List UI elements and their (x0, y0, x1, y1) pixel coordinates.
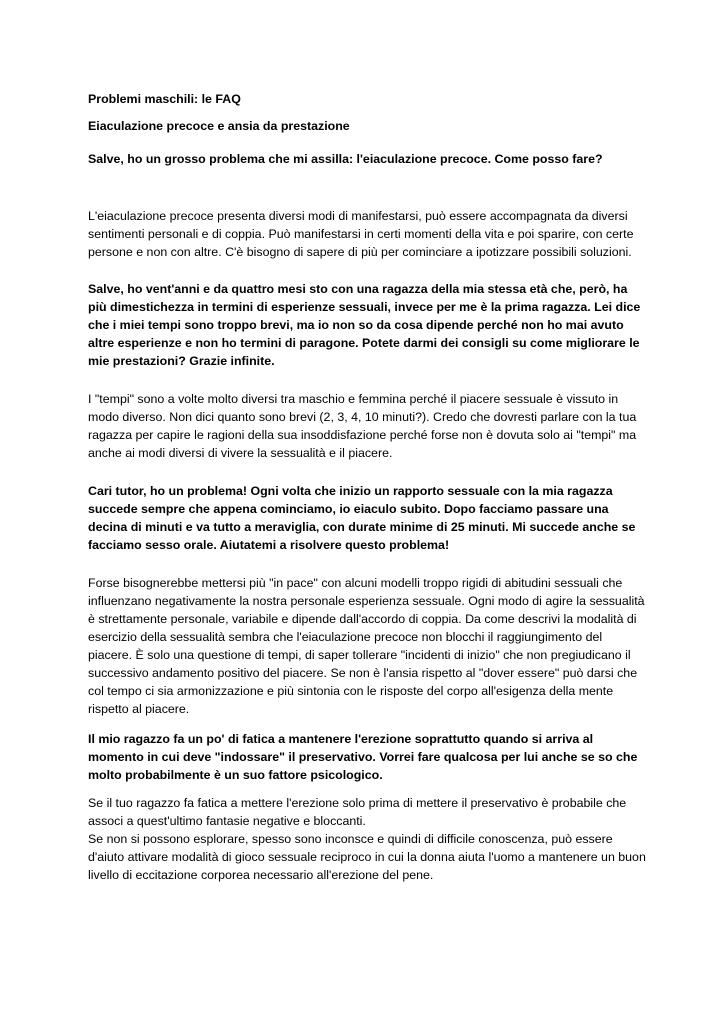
question-3: Cari tutor, ho un problema! Ogni volta che inizio un rapporto sessuale con la mia ragazza succede sempre che appena cominciamo, io eiaculo subito. Dopo facciamo passare una decina di minuti e va tutto a meraviglia, con durate minime di 25 minuti. Mi succede anche se facciamo sesso orale. Aiutatemi a risolvere questo problema! (88, 484, 636, 552)
document-page (88, 90, 648, 884)
document-title: Problemi maschili: le FAQ (88, 92, 241, 106)
answer-4-part-1: Se il tuo ragazzo fa fatica a mettere l'erezione solo prima di mettere il preservativo è probabile che associ a quest'ultimo fantasie negative e bloccanti. (88, 796, 627, 828)
question-4: Il mio ragazzo fa un po' di fatica a mantenere l'erezione soprattutto quando si arriva al momento in cui deve "indossare" il preservativo. Vorrei fare qualcosa per lui anche se so che molto probabilmente è un suo fattore psicologico. (88, 732, 638, 782)
question-1: Salve, ho un grosso problema che mi assilla: l'eiaculazione precoce. Come posso fare? (88, 152, 603, 166)
answer-4-part-2: Se non si possono esplorare, spesso sono inconsce e quindi di difficile conoscenza, può essere d'aiuto attivare modalità di gioco sessuale reciproco in cui la donna aiuta l'uomo a mantenere un buon livello di eccitazione corporea necessario all'erezione del pene. (88, 832, 646, 882)
document-subtitle: Eiaculazione precoce e ansia da prestazione (88, 119, 350, 133)
answer-2: I "tempi" sono a volte molto diversi tra maschio e femmina perché il piacere sessuale è vissuto in modo diverso. Non dici quanto sono brevi (2, 3, 4, 10 minuti?). Credo che dovresti parlare con la tua ragazza per capire le ragioni della sua insoddisfazione perché forse non è dovuta solo ai "tempi" ma anche ai modi diversi di vivere la sessualità e il piacere. (88, 392, 637, 460)
question-2: Salve, ho vent'anni e da quattro mesi sto con una ragazza della mia stessa età che, però, ha più dimestichezza in termini di esperienze sessuali, invece per me è la prima ragazza. Lei dice che i miei tempi sono troppo brevi, ma io non so da cosa dipende perché non ho mai avuto altre esperienze e non ho termini di paragone. Potete darmi dei consigli su come migliorare le mie prestazioni? Grazie infinite. (88, 282, 641, 368)
answer-3: Forse bisognerebbe mettersi più "in pace" con alcuni modelli troppo rigidi di abitudini sessuali che influenzano negativamente la nostra personale esperienza sessuale. Ogni modo di agire la sessualità è strettamente personale, variabile e dipende dall'accordo di coppia. Da come descrivi la modalità di esercizio della sessualità sembra che l'eiaculazione precoce non blocchi il raggiungimento del piacere. È solo una questione di tempi, di saper tollerare "incidenti di inizio" che non pregiudicano il successivo andamento positivo del piacere. Se non è l'ansia rispetto al "dover essere" può darsi che col tempo ci sia armonizzazione e più sintonia con le risposte del corpo all'esigenza della mente rispetto al piacere. (88, 576, 645, 716)
answer-1: L'eiaculazione precoce presenta diversi modi di manifestarsi, può essere accompagnata da diversi sentimenti personali e di coppia. Può manifestarsi in certi momenti della vita e poi sparire, con certe persone e non con altre. C'è bisogno di sapere di più per cominciare a ipotizzare possibili soluzioni. (88, 209, 634, 259)
